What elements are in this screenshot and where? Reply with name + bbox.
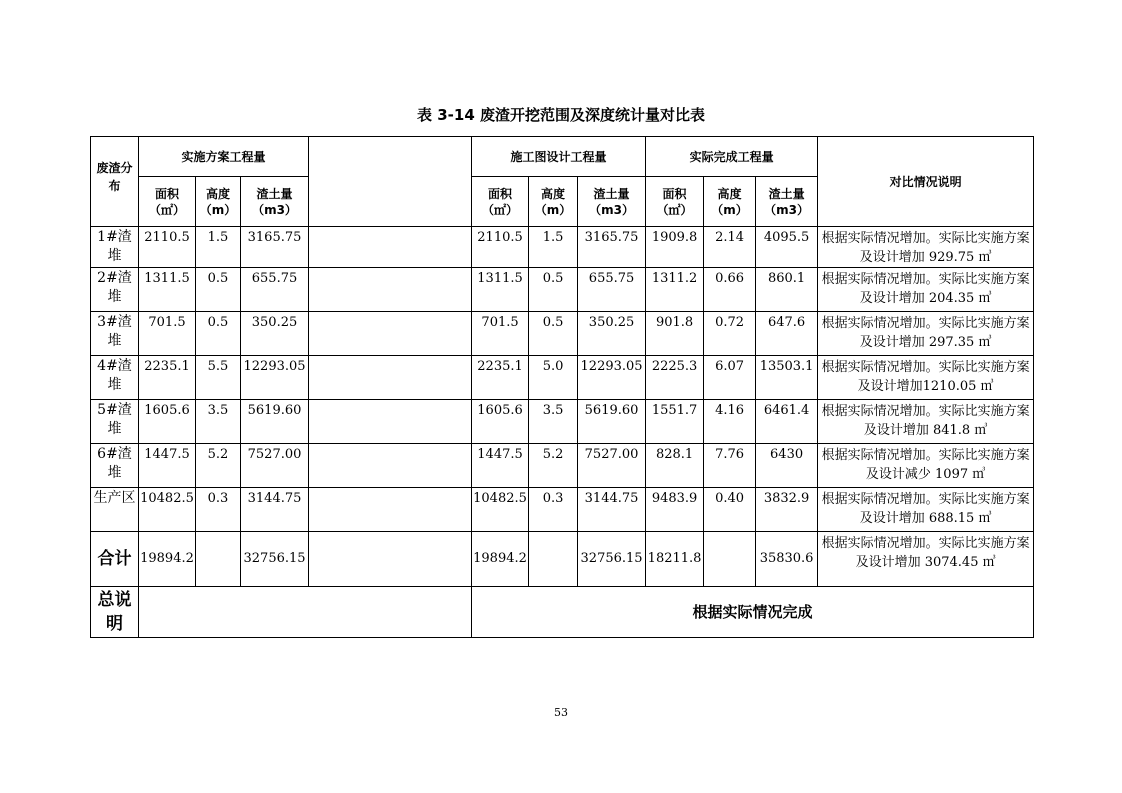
- cell-p_area: 19894.2: [139, 532, 196, 587]
- cell-p_h: 5.2: [196, 444, 241, 488]
- blank-cell: [309, 312, 472, 356]
- cell-d_area: 2235.1: [472, 356, 529, 400]
- row-name: 4#渣堆: [91, 356, 139, 400]
- cell-d_area: 2110.5: [472, 227, 529, 268]
- cell-a_v: 13503.1: [756, 356, 818, 400]
- row-name: 6#渣堆: [91, 444, 139, 488]
- comparison-note: 根据实际情况增加。实际比实施方案及设计增加 3074.45 ㎥: [818, 532, 1034, 587]
- cell-p_v: 12293.05: [241, 356, 309, 400]
- header-plan-height: 高度 （m）: [196, 177, 241, 227]
- summary-blank: [139, 587, 472, 638]
- cell-a_v: 3832.9: [756, 488, 818, 532]
- blank-cell: [309, 268, 472, 312]
- header-design: 施工图设计工程量: [472, 137, 646, 177]
- cell-p_v: 32756.15: [241, 532, 309, 587]
- comparison-note: 根据实际情况增加。实际比实施方案及设计增加 841.8 ㎥: [818, 400, 1034, 444]
- header-plan: 实施方案工程量: [139, 137, 309, 177]
- cell-a_v: 6430: [756, 444, 818, 488]
- row-name: 2#渣堆: [91, 268, 139, 312]
- cell-d_h: 3.5: [529, 400, 578, 444]
- table-row: [91, 444, 1034, 488]
- comparison-table: [90, 136, 1034, 638]
- header-design-volume: 渣土量 （m3）: [578, 177, 646, 227]
- table-row: [91, 356, 1034, 400]
- cell-p_area: 1447.5: [139, 444, 196, 488]
- cell-p_v: 3165.75: [241, 227, 309, 268]
- comparison-note: 根据实际情况增加。实际比实施方案及设计减少 1097 ㎥: [818, 444, 1034, 488]
- header-design-height: 高度 （m）: [529, 177, 578, 227]
- cell-d_v: 3165.75: [578, 227, 646, 268]
- cell-d_area: 1605.6: [472, 400, 529, 444]
- cell-a_area: 9483.9: [646, 488, 704, 532]
- summary-text: 根据实际情况完成: [472, 587, 1034, 638]
- cell-p_h: 3.5: [196, 400, 241, 444]
- page-number: 53: [554, 706, 568, 719]
- cell-p_v: 3144.75: [241, 488, 309, 532]
- cell-a_v: 4095.5: [756, 227, 818, 268]
- header-compare: 对比情况说明: [818, 137, 1034, 227]
- table-row: [91, 312, 1034, 356]
- summary-row: [91, 587, 1034, 638]
- cell-d_area: 1447.5: [472, 444, 529, 488]
- cell-d_area: 1311.5: [472, 268, 529, 312]
- cell-a_area: 1909.8: [646, 227, 704, 268]
- cell-d_v: 655.75: [578, 268, 646, 312]
- cell-a_v: 35830.6: [756, 532, 818, 587]
- blank-column-header: [309, 137, 472, 227]
- row-name: 3#渣堆: [91, 312, 139, 356]
- cell-a_area: 1311.2: [646, 268, 704, 312]
- cell-d_h: 0.5: [529, 268, 578, 312]
- table-row: [91, 400, 1034, 444]
- cell-p_v: 5619.60: [241, 400, 309, 444]
- cell-d_area: 10482.5: [472, 488, 529, 532]
- cell-a_v: 860.1: [756, 268, 818, 312]
- cell-a_area: 18211.8: [646, 532, 704, 587]
- blank-cell: [309, 400, 472, 444]
- comparison-note: 根据实际情况增加。实际比实施方案及设计增加 688.15 ㎥: [818, 488, 1034, 532]
- cell-d_h: [529, 532, 578, 587]
- cell-p_area: 10482.5: [139, 488, 196, 532]
- row-name: 1#渣堆: [91, 227, 139, 268]
- cell-p_v: 655.75: [241, 268, 309, 312]
- cell-p_h: 1.5: [196, 227, 241, 268]
- table-row: [91, 268, 1034, 312]
- blank-cell: [309, 227, 472, 268]
- cell-p_v: 350.25: [241, 312, 309, 356]
- cell-a_area: 1551.7: [646, 400, 704, 444]
- cell-a_h: 2.14: [704, 227, 756, 268]
- cell-p_area: 1311.5: [139, 268, 196, 312]
- cell-a_v: 6461.4: [756, 400, 818, 444]
- header-location: 废渣分布: [91, 137, 139, 227]
- cell-d_h: 0.3: [529, 488, 578, 532]
- cell-d_area: 19894.2: [472, 532, 529, 587]
- cell-a_h: 6.07: [704, 356, 756, 400]
- table-title: 表 3-14 废渣开挖范围及深度统计量对比表: [417, 106, 705, 124]
- cell-d_area: 701.5: [472, 312, 529, 356]
- cell-a_h: 7.76: [704, 444, 756, 488]
- header-actual: 实际完成工程量: [646, 137, 818, 177]
- cell-d_v: 32756.15: [578, 532, 646, 587]
- cell-d_v: 3144.75: [578, 488, 646, 532]
- cell-a_h: 0.66: [704, 268, 756, 312]
- header-row-1: [91, 137, 1034, 177]
- cell-a_area: 901.8: [646, 312, 704, 356]
- cell-d_v: 12293.05: [578, 356, 646, 400]
- cell-a_h: 4.16: [704, 400, 756, 444]
- cell-p_area: 701.5: [139, 312, 196, 356]
- cell-p_h: 0.5: [196, 268, 241, 312]
- summary-label: 总说明: [91, 587, 139, 638]
- row-name: 合计: [91, 532, 139, 587]
- table-row: [91, 227, 1034, 268]
- cell-d_v: 7527.00: [578, 444, 646, 488]
- cell-p_h: [196, 532, 241, 587]
- cell-a_h: 0.72: [704, 312, 756, 356]
- cell-d_v: 350.25: [578, 312, 646, 356]
- header-plan-volume: 渣土量 （m3）: [241, 177, 309, 227]
- cell-p_h: 5.5: [196, 356, 241, 400]
- header-actual-volume: 渣土量 （m3）: [756, 177, 818, 227]
- cell-p_area: 2235.1: [139, 356, 196, 400]
- cell-a_area: 2225.3: [646, 356, 704, 400]
- header-design-area: 面积 （㎡）: [472, 177, 529, 227]
- blank-cell: [309, 532, 472, 587]
- cell-d_h: 0.5: [529, 312, 578, 356]
- cell-a_h: 0.40: [704, 488, 756, 532]
- cell-p_v: 7527.00: [241, 444, 309, 488]
- cell-d_v: 5619.60: [578, 400, 646, 444]
- cell-d_h: 5.2: [529, 444, 578, 488]
- cell-p_h: 0.5: [196, 312, 241, 356]
- total-row: [91, 532, 1034, 587]
- comparison-note: 根据实际情况增加。实际比实施方案及设计增加 204.35 ㎥: [818, 268, 1034, 312]
- cell-a_area: 828.1: [646, 444, 704, 488]
- header-actual-height: 高度 （m）: [704, 177, 756, 227]
- comparison-note: 根据实际情况增加。实际比实施方案及设计增加1210.05 ㎥: [818, 356, 1034, 400]
- cell-p_area: 1605.6: [139, 400, 196, 444]
- blank-cell: [309, 356, 472, 400]
- cell-a_h: [704, 532, 756, 587]
- comparison-note: 根据实际情况增加。实际比实施方案及设计增加 929.75 ㎥: [818, 227, 1034, 268]
- blank-cell: [309, 488, 472, 532]
- blank-cell: [309, 444, 472, 488]
- header-actual-area: 面积 （㎡）: [646, 177, 704, 227]
- cell-p_area: 2110.5: [139, 227, 196, 268]
- cell-d_h: 1.5: [529, 227, 578, 268]
- row-name: 生产区: [91, 488, 139, 532]
- comparison-note: 根据实际情况增加。实际比实施方案及设计增加 297.35 ㎥: [818, 312, 1034, 356]
- header-plan-area: 面积 （㎡）: [139, 177, 196, 227]
- row-name: 5#渣堆: [91, 400, 139, 444]
- table-row: [91, 488, 1034, 532]
- cell-a_v: 647.6: [756, 312, 818, 356]
- cell-p_h: 0.3: [196, 488, 241, 532]
- cell-d_h: 5.0: [529, 356, 578, 400]
